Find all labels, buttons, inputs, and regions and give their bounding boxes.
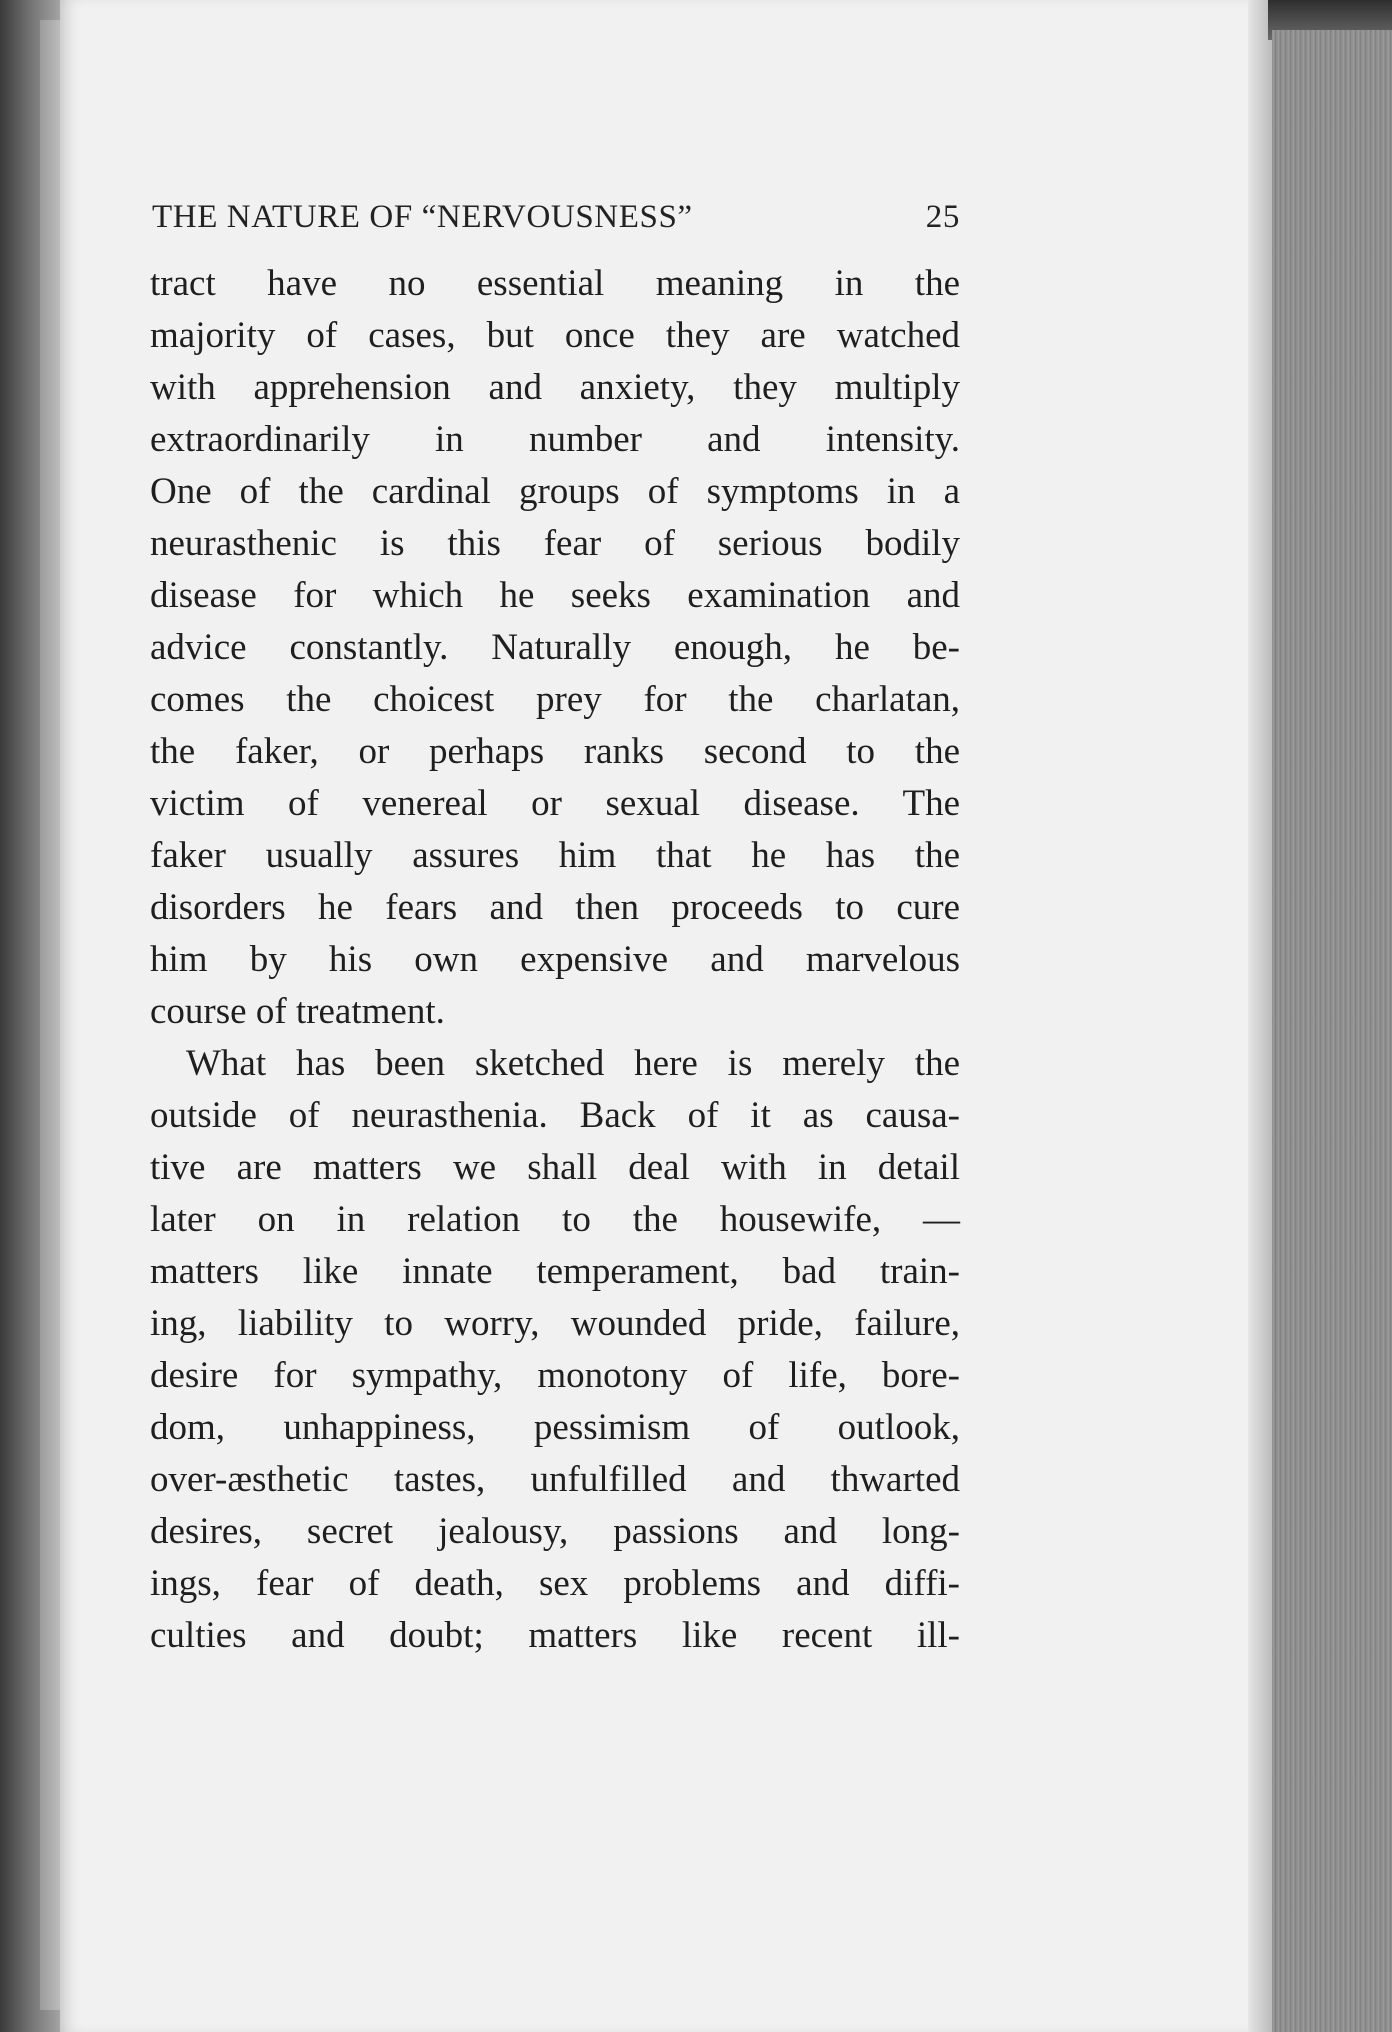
- text-line: him by his own expensive and marvelous: [150, 939, 960, 980]
- text-line: advice constantly. Naturally enough, he be-: [150, 627, 960, 668]
- text-line: victim of venereal or sexual disease. The: [150, 783, 960, 824]
- running-head: [152, 195, 960, 239]
- text-line: desires, secret jealousy, passions and long-: [150, 1511, 960, 1552]
- text-line: course of treatment.: [150, 991, 445, 1032]
- text-line: the faker, or perhaps ranks second to the: [150, 731, 960, 772]
- text-line: over-æsthetic tastes, unfulfilled and thwarted: [150, 1459, 960, 1500]
- text-line: extraordinarily in number and intensity.: [150, 419, 960, 460]
- text-line: majority of cases, but once they are watched: [150, 315, 960, 356]
- book-fore-edge: [1272, 30, 1392, 2032]
- text-line: dom, unhappiness, pessimism of outlook,: [150, 1407, 960, 1448]
- body-text: [150, 258, 960, 1662]
- text-line: ings, fear of death, sex problems and diffi-: [150, 1563, 960, 1604]
- text-line: One of the cardinal groups of symptoms in a: [150, 471, 960, 512]
- page-number: 25: [925, 199, 960, 235]
- text-line: outside of neurasthenia. Back of it as causa-: [150, 1095, 960, 1136]
- text-line: ing, liability to worry, wounded pride, failure,: [150, 1303, 960, 1344]
- text-line: tive are matters we shall deal with in detail: [150, 1147, 960, 1188]
- text-line: faker usually assures him that he has the: [150, 835, 960, 876]
- paragraph-2: [150, 1038, 960, 1662]
- text-line: desire for sympathy, monotony of life, bore-: [150, 1355, 960, 1396]
- text-line: What has been sketched here is merely the: [186, 1043, 960, 1084]
- text-line: culties and doubt; matters like recent ill-: [150, 1615, 960, 1656]
- text-line: matters like innate temperament, bad train-: [150, 1251, 960, 1292]
- running-head-title: THE NATURE OF “NERVOUSNESS”: [152, 199, 693, 235]
- text-line: neurasthenic is this fear of serious bodily: [150, 523, 960, 564]
- text-line: disease for which he seeks examination and: [150, 575, 960, 616]
- text-line: comes the choicest prey for the charlatan,: [150, 679, 960, 720]
- paragraph-1: [150, 258, 960, 1038]
- text-line: with apprehension and anxiety, they multiply: [150, 367, 960, 408]
- text-line: tract have no essential meaning in the: [150, 263, 960, 304]
- text-line: disorders he fears and then proceeds to cure: [150, 887, 960, 928]
- text-line: later on in relation to the housewife, —: [150, 1199, 960, 1240]
